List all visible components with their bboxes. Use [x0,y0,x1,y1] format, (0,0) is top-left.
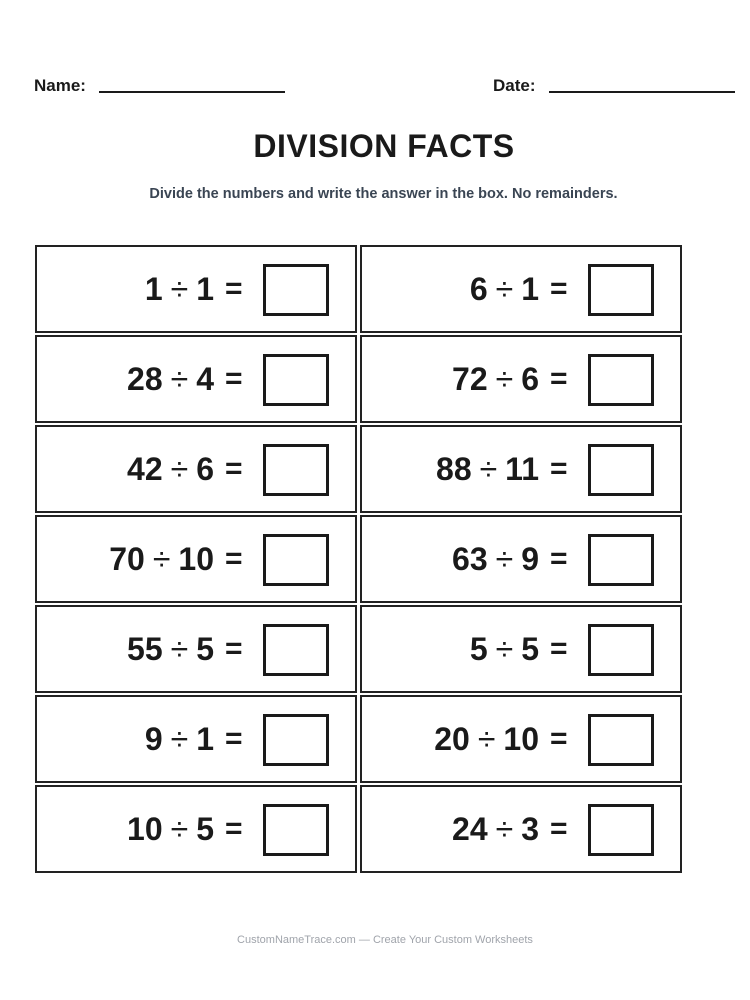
answer-box[interactable] [588,624,654,676]
dividend: 6 [469,270,488,307]
division-expression [470,607,539,691]
problem-cell [35,335,357,423]
divide-symbol: ÷ [170,270,189,307]
equals-sign: = [550,812,568,845]
equals-sign: = [225,632,243,665]
divisor: 5 [521,630,539,667]
divisor: 1 [521,270,539,307]
name-label: Name: [34,76,86,95]
answer-box[interactable] [263,354,329,406]
divisor: 6 [196,450,214,487]
division-expression [145,697,214,781]
divide-symbol: ÷ [152,540,171,577]
divide-symbol: ÷ [495,540,514,577]
dividend: 5 [469,630,488,667]
problem-grid [35,245,682,875]
problem-cell [35,515,357,603]
divide-symbol: ÷ [495,810,514,847]
divide-symbol: ÷ [170,630,189,667]
division-expression [127,427,214,511]
divide-symbol: ÷ [479,450,498,487]
problem-cell [360,785,682,873]
division-expression [452,337,539,421]
answer-box[interactable] [263,534,329,586]
answer-box[interactable] [588,444,654,496]
divisor: 10 [178,540,214,577]
name-line[interactable] [99,91,285,93]
dividend: 42 [127,450,163,487]
problem-row [35,245,682,335]
answer-box[interactable] [263,714,329,766]
problem-cell [35,695,357,783]
divide-symbol: ÷ [170,360,189,397]
division-expression [470,247,539,331]
equals-sign: = [225,452,243,485]
problem-row [35,605,682,695]
problem-cell [360,335,682,423]
divide-symbol: ÷ [170,450,189,487]
equals-sign: = [550,452,568,485]
dividend: 9 [144,720,163,757]
divisor: 11 [505,450,539,487]
divisor: 1 [196,270,214,307]
problem-row [35,425,682,515]
answer-box[interactable] [588,354,654,406]
dividend: 10 [127,810,163,847]
answer-box[interactable] [263,624,329,676]
answer-box[interactable] [263,804,329,856]
divisor: 6 [521,360,539,397]
problem-row [35,785,682,875]
division-expression [452,517,539,601]
date-line[interactable] [549,91,735,93]
page-title: DIVISION FACTS [253,128,515,164]
problem-cell [35,245,357,333]
divisor: 9 [521,540,539,577]
footer-credit: CustomNameTrace.com — Create Your Custom Worksheets [237,934,533,946]
name-field [34,74,285,98]
divisor: 5 [196,810,214,847]
answer-box[interactable] [588,264,654,316]
date-label: Date: [493,76,536,95]
divide-symbol: ÷ [495,630,514,667]
dividend: 24 [452,810,488,847]
divisor: 5 [196,630,214,667]
dividend: 28 [127,360,163,397]
divide-symbol: ÷ [495,360,514,397]
equals-sign: = [225,542,243,575]
division-expression [109,517,214,601]
divide-symbol: ÷ [170,720,189,757]
date-field [493,74,735,98]
division-expression [127,607,214,691]
problem-row [35,695,682,785]
division-expression [127,787,214,871]
equals-sign: = [225,722,243,755]
problem-row [35,515,682,605]
equals-sign: = [550,722,568,755]
problem-cell [360,245,682,333]
answer-box[interactable] [588,534,654,586]
dividend: 63 [452,540,488,577]
answer-box[interactable] [588,714,654,766]
equals-sign: = [550,632,568,665]
problem-cell [35,785,357,873]
problem-row [35,335,682,425]
equals-sign: = [550,272,568,305]
divisor: 10 [503,720,539,757]
divisor: 1 [196,720,214,757]
equals-sign: = [550,362,568,395]
problem-cell [360,605,682,693]
divide-symbol: ÷ [495,270,514,307]
answer-box[interactable] [263,444,329,496]
answer-box[interactable] [263,264,329,316]
equals-sign: = [225,362,243,395]
divisor: 3 [521,810,539,847]
division-expression [436,427,539,511]
problem-cell [360,425,682,513]
problem-cell [35,605,357,693]
division-expression [452,787,539,871]
equals-sign: = [225,272,243,305]
dividend: 20 [434,720,470,757]
division-expression [145,247,214,331]
dividend: 88 [436,450,472,487]
problem-cell [360,695,682,783]
dividend: 70 [109,540,145,577]
divide-symbol: ÷ [170,810,189,847]
divide-symbol: ÷ [477,720,496,757]
answer-box[interactable] [588,804,654,856]
instructions: Divide the numbers and write the answer in the box. No remainders. [149,186,618,202]
problem-cell [360,515,682,603]
divisor: 4 [196,360,214,397]
dividend: 55 [127,630,163,667]
problem-cell [35,425,357,513]
dividend: 1 [144,270,163,307]
dividend: 72 [452,360,488,397]
header-row [34,74,736,98]
equals-sign: = [225,812,243,845]
equals-sign: = [550,542,568,575]
division-expression [127,337,214,421]
division-expression [434,697,539,781]
